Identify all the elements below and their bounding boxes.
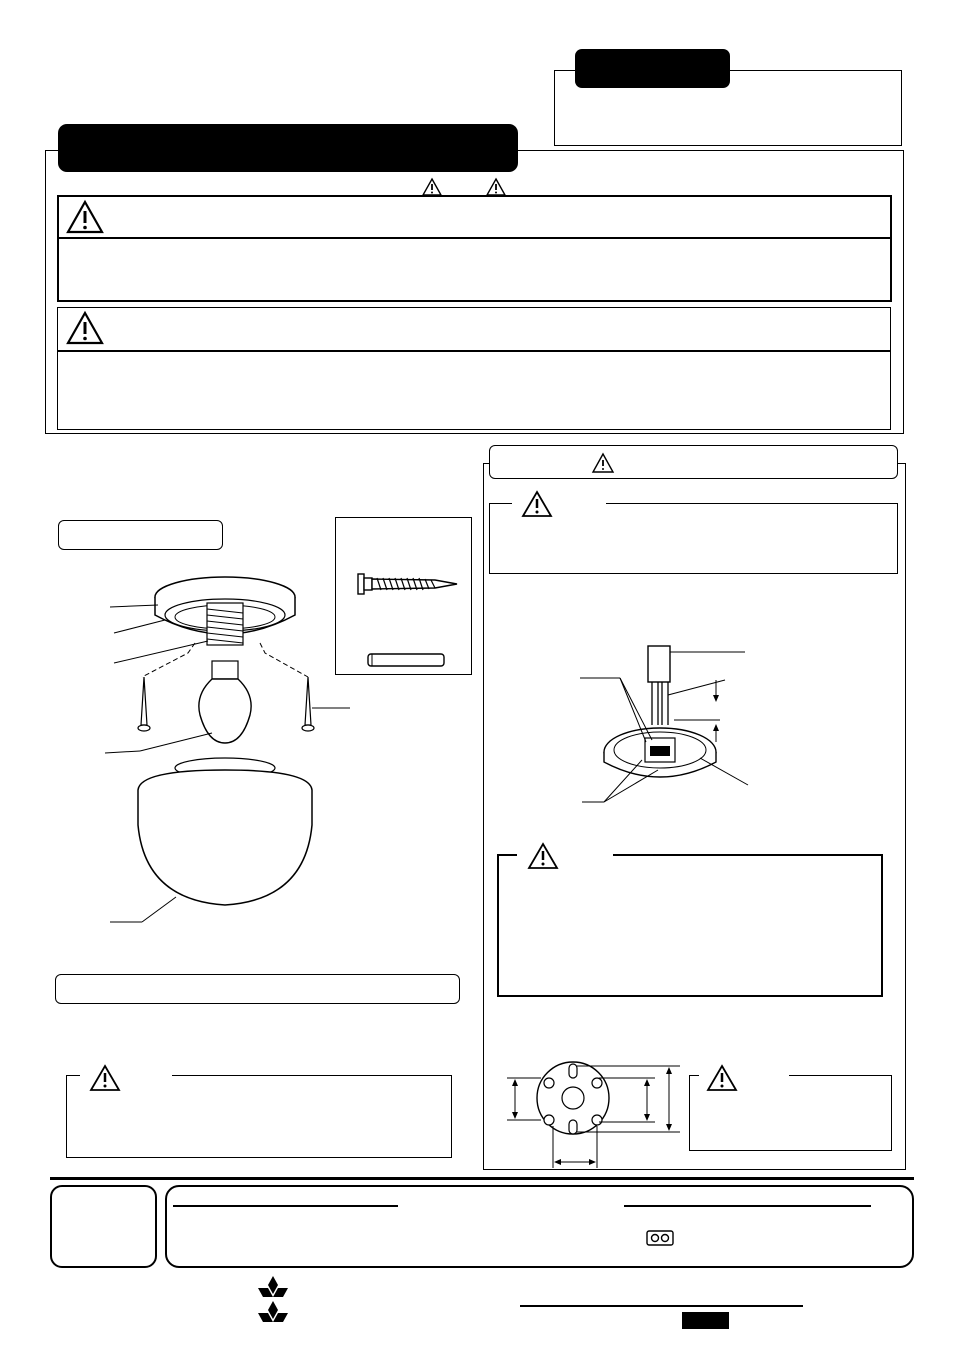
footer-badge-box bbox=[50, 1185, 157, 1268]
footer-contact-right-rule bbox=[624, 1205, 871, 1207]
warning-triangle-icon bbox=[486, 178, 506, 196]
footer-contact-left-rule bbox=[173, 1205, 398, 1207]
caution-triangle-icon bbox=[66, 311, 104, 345]
mounting-plate-diagram bbox=[505, 1058, 685, 1170]
maker-logo-icon bbox=[258, 1275, 288, 1325]
top-right-tab bbox=[575, 49, 730, 88]
caution-block bbox=[57, 307, 891, 430]
footer-bottom-rule bbox=[520, 1305, 803, 1307]
right-section-heading-box bbox=[489, 445, 898, 479]
wiring-diagram bbox=[580, 640, 760, 815]
caution-triangle-icon bbox=[706, 1064, 738, 1092]
caution-triangle-icon bbox=[527, 842, 559, 870]
caution-divider bbox=[57, 350, 891, 352]
main-title-bar bbox=[58, 124, 518, 172]
footer-contact-box bbox=[165, 1185, 914, 1268]
left-note-box bbox=[66, 1075, 452, 1158]
caution-triangle-icon bbox=[521, 490, 553, 518]
parts-heading-box bbox=[58, 520, 223, 550]
warning-triangle-icon bbox=[592, 453, 614, 473]
caution-triangle-icon bbox=[89, 1064, 121, 1092]
warning-divider bbox=[57, 237, 892, 239]
right-caution-box-2 bbox=[497, 854, 883, 997]
free-dial-icon bbox=[646, 1230, 674, 1246]
warning-block bbox=[57, 195, 892, 302]
install-heading-box bbox=[55, 974, 460, 1004]
warning-triangle-icon bbox=[422, 178, 442, 196]
footer-black-tab bbox=[682, 1312, 729, 1329]
warning-triangle-icon bbox=[66, 200, 104, 234]
lamp-exploded-diagram bbox=[100, 565, 400, 935]
footer-rule bbox=[50, 1177, 914, 1180]
